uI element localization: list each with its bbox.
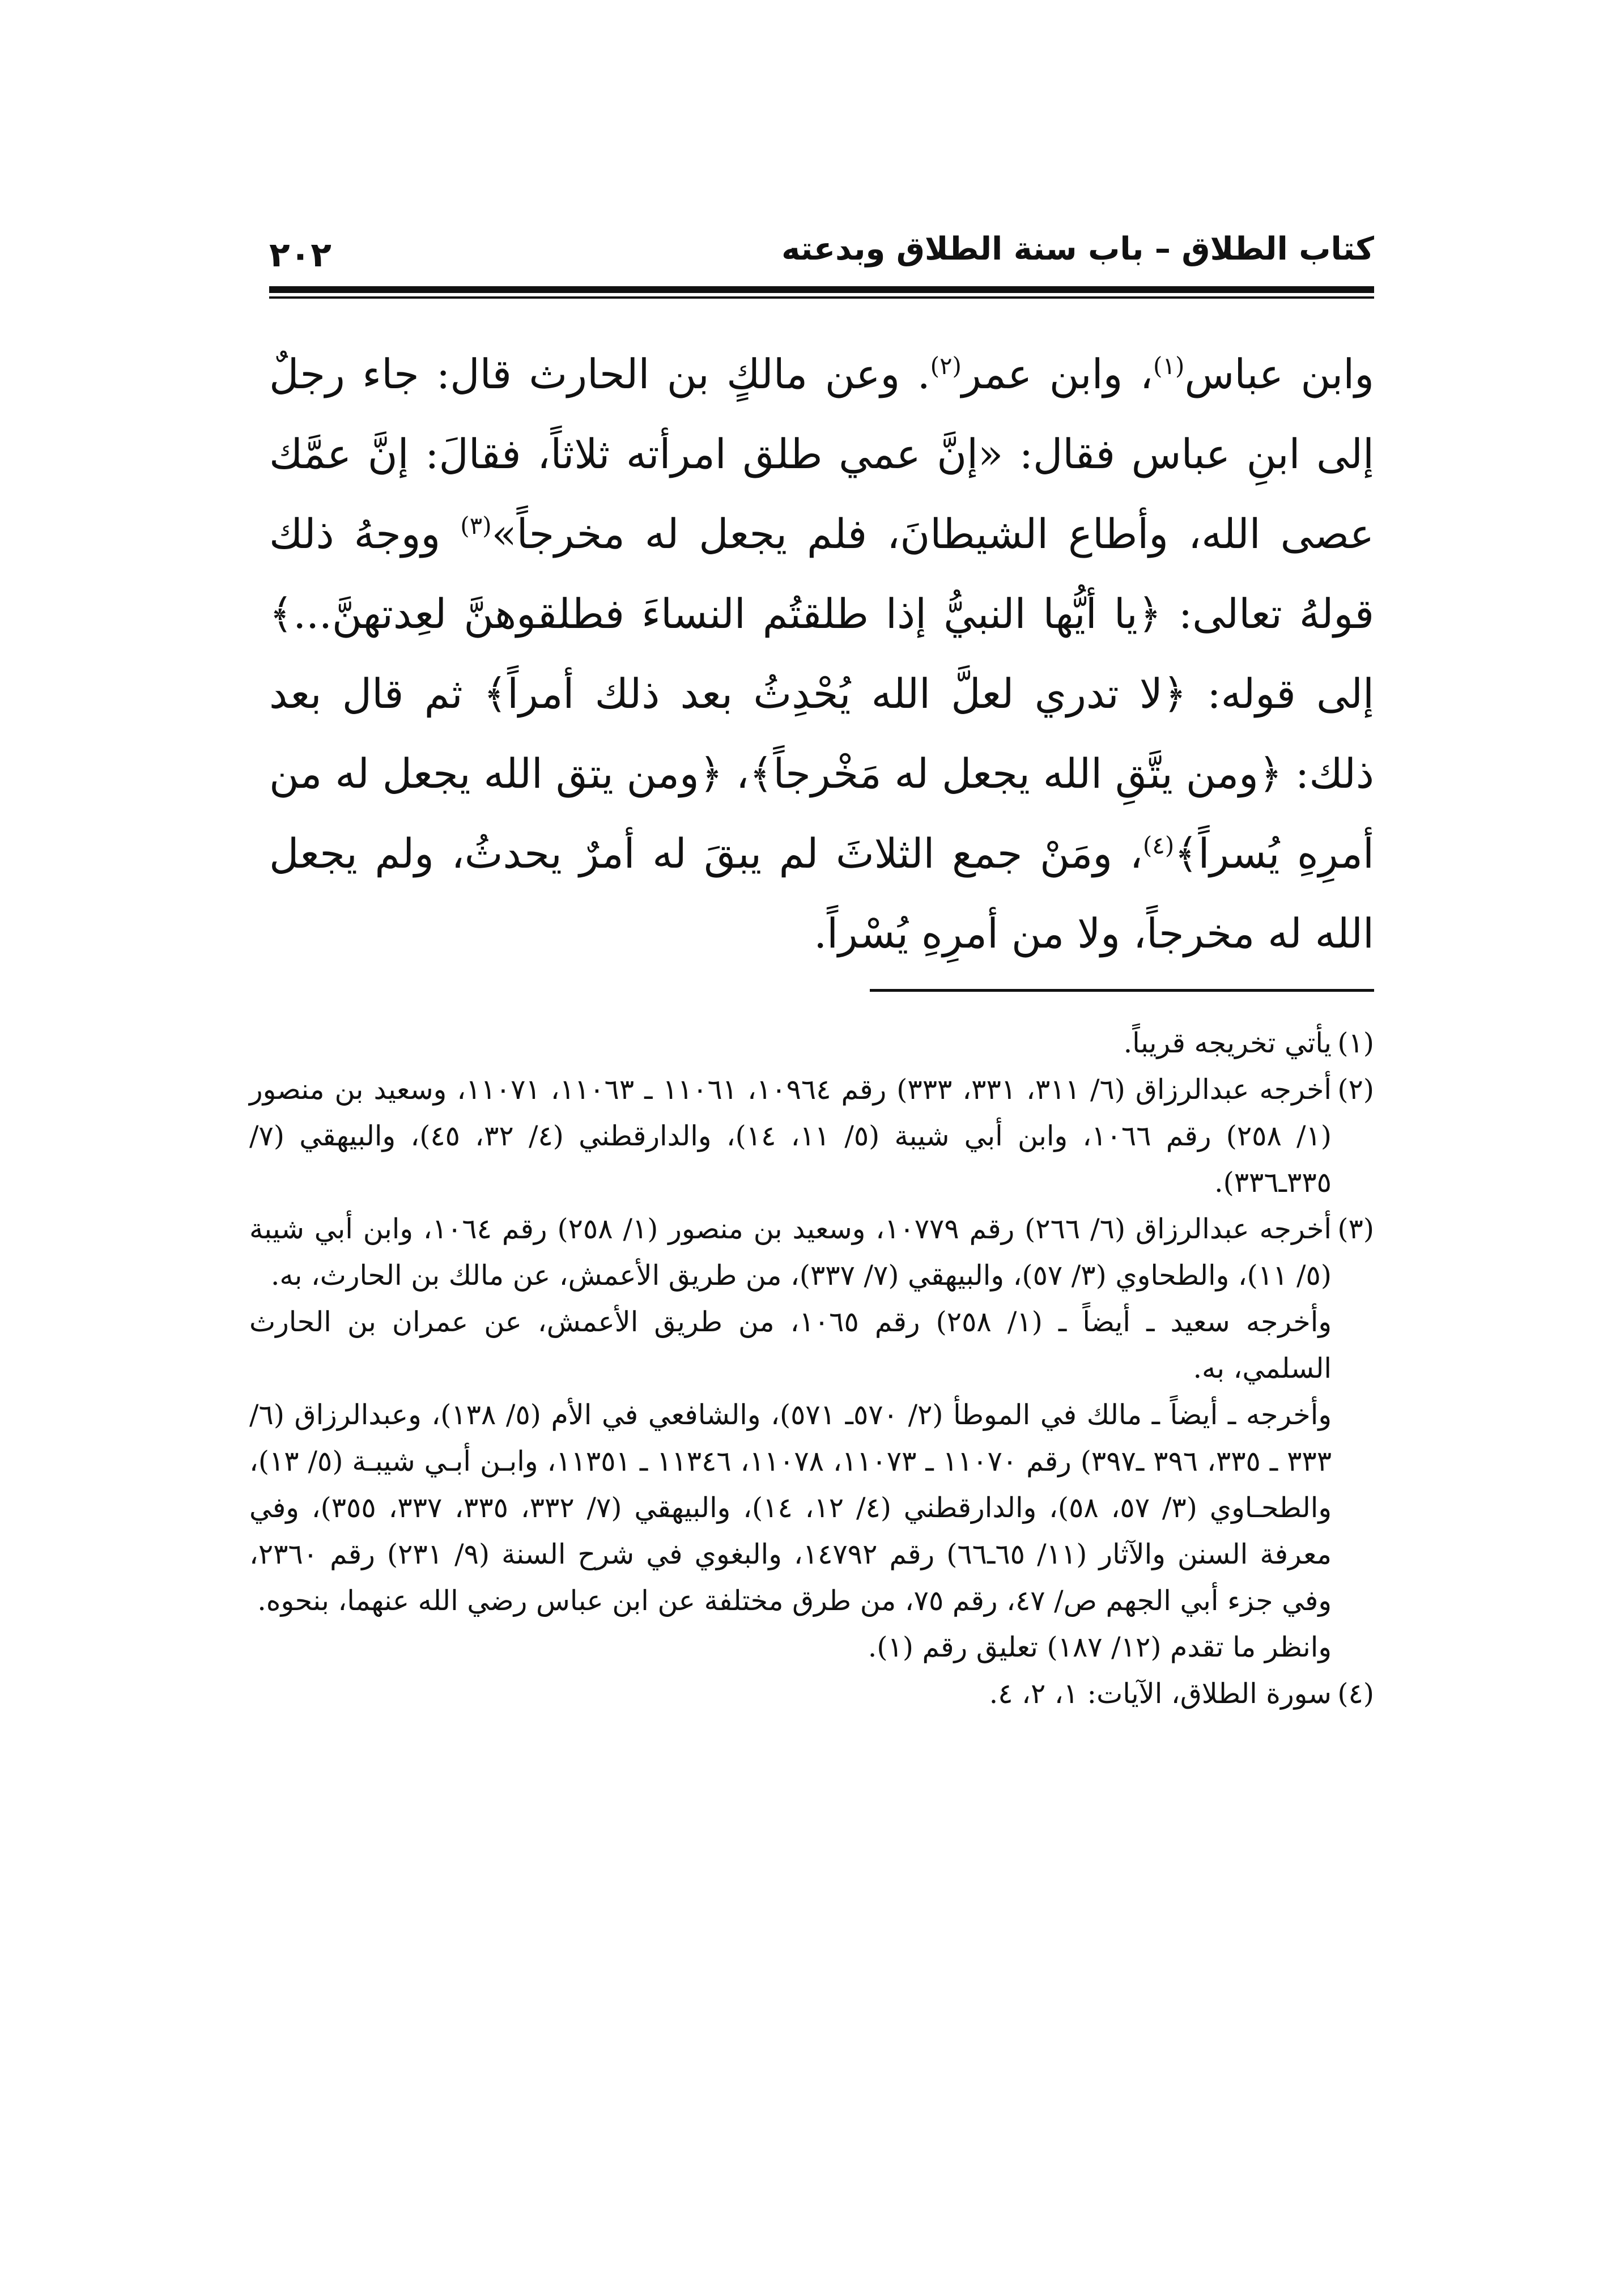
footnote-text: وأخرجه ـ أيضاً ـ مالك في الموطأ (٢/ ٥٧٠ـ ٥٧١)، والشافعي في الأم (٥/ ١٣٨)، وعبدالرزاق (٦/ ٣٣٣ ـ ٣٣٥، ٣٩٦ ـ٣٩٧) رقم ١١٠٧٠ ـ ١١٠٧٣، ١١٠٧٨، ١١٣٤٦ ـ ١١٣٥١، وابـن أبـي شيبـة (٥/ ١٣)، والطحـاوي (٣/ ٥٧، ٥٨)، والدارقطني (٤/ ١٢، ١٤)، والبيهقي (٧/ ٣٣٢، ٣٣٥، ٣٣٧، ٣٥٥)، وفي معرفة السنن والآثار (١١/ ٦٥ـ٦٦) رقم ١٤٧٩٢، والبغوي في شرح السنة (٩/ ٢٣١) رقم ٢٣٦٠، وفي جزء أبي الجهم ص/ ٤٧، رقم ٧٥، من طرق مختلفة عن ابن عباس رضي الله عنهما، بنحوه. [249, 1399, 1332, 1617]
page-number: ٢٠٢ [269, 235, 331, 275]
footnote-separator [870, 989, 1374, 992]
footnote-text: أخرجه عبدالرزاق (٦/ ٣١١، ٣٣١، ٣٣٣) رقم ١٠٩٦٤، ١١٠٦١ ـ ١١٠٦٣، ١١٠٧١، وسعيد بن منصور (١/ ٢٥٨) رقم ١٠٦٦، وابن أبي شيبة (٥/ ١١، ١٤)، والدارقطني (٤/ ٣٢، ٤٥)، والبيهقي (٧/ ٣٣٥ـ٣٣٦). [249, 1073, 1332, 1199]
footnote-1 [249, 1020, 1374, 1067]
footnote-ref[interactable]: (٣) [460, 512, 492, 540]
header-rule-thin [269, 296, 1374, 299]
running-header [269, 224, 1374, 275]
footnotes [249, 1020, 1374, 1717]
header-rule-thick [269, 286, 1374, 293]
text-run: ، ومَنْ جمع الثلاثَ لم يبقَ له أمرٌ يحدثُ، ولم يجعل الله له مخرجاً، ولا من أمرِهِ يُسْراً. [269, 830, 1374, 957]
footnote-text: يأتي تخريجه قريباً. [1123, 1027, 1332, 1059]
footnote-text: وأخرجه سعيد ـ أيضاً ـ (١/ ٢٥٨) رقم ١٠٦٥، من طريق الأعمش، عن عمران بن الحارث السلمي، به. [249, 1306, 1332, 1385]
footnote-ref[interactable]: (٤) [1142, 831, 1175, 859]
text-run: ، وابن عمر [961, 350, 1154, 398]
main-paragraph [269, 334, 1374, 974]
footnote-ref[interactable]: (١) [1153, 352, 1185, 380]
text-run: . وعن مالكٍ بن الحارث قال: جاء رجلٌ إلى ابنِ عباس فقال: «إنَّ عمي طلق امرأته ثلاثاً، فقالَ: إنَّ عمَّك عصى الله، وأطاع الشيطانَ، فلم يجعل له مخرجاً» [269, 350, 1374, 558]
footnote-number: (٢) [1337, 1073, 1374, 1106]
footnote-2 [249, 1067, 1374, 1206]
footnote-4 [249, 1671, 1374, 1717]
footnote-text: وانظر ما تقدم (١٢/ ١٨٧) تعليق رقم (١). [868, 1631, 1332, 1663]
footnote-text: أخرجه عبدالرزاق (٦/ ٢٦٦) رقم ١٠٧٧٩، وسعيد بن منصور (١/ ٢٥٨) رقم ١٠٦٤، وابن أبي شيبة (٥/ ١١)، والطحاوي (٣/ ٥٧)، والبيهقي (٧/ ٣٣٧)، من طريق الأعمش، عن مالك بن الحارث، به. [249, 1213, 1332, 1292]
footnote-ref[interactable]: (٢) [930, 352, 962, 380]
header-title: كتاب الطلاق – باب سنة الطلاق وبدعته [781, 231, 1374, 267]
footnote-number: (١) [1337, 1027, 1374, 1059]
footnote-3 [249, 1206, 1374, 1671]
text-run: ووجهُ ذلك قولهُ تعالى: ﴿يا أيُّها النبيُّ إذا طلقتُم النساءَ فطلقوهنَّ لعِدتهنَّ...﴾ إلى قوله: ﴿لا تدري لعلَّ الله يُحْدِثُ بعد ذلك أمراً﴾ ثم قال بعد ذلك: ﴿ومن يتَّقِ الله يجعل له مَخْرجاً﴾، ﴿ومن يتق الله يجعل له من أمرِهِ يُسراً﴾ [269, 510, 1374, 877]
text-run: وابن عباس [1184, 350, 1374, 398]
footnote-number: (٣) [1337, 1213, 1374, 1245]
main-text [269, 334, 1374, 974]
footnote-number: (٤) [1337, 1678, 1374, 1710]
footnote-text: سورة الطلاق، الآيات: ١، ٢، ٤. [989, 1678, 1332, 1710]
